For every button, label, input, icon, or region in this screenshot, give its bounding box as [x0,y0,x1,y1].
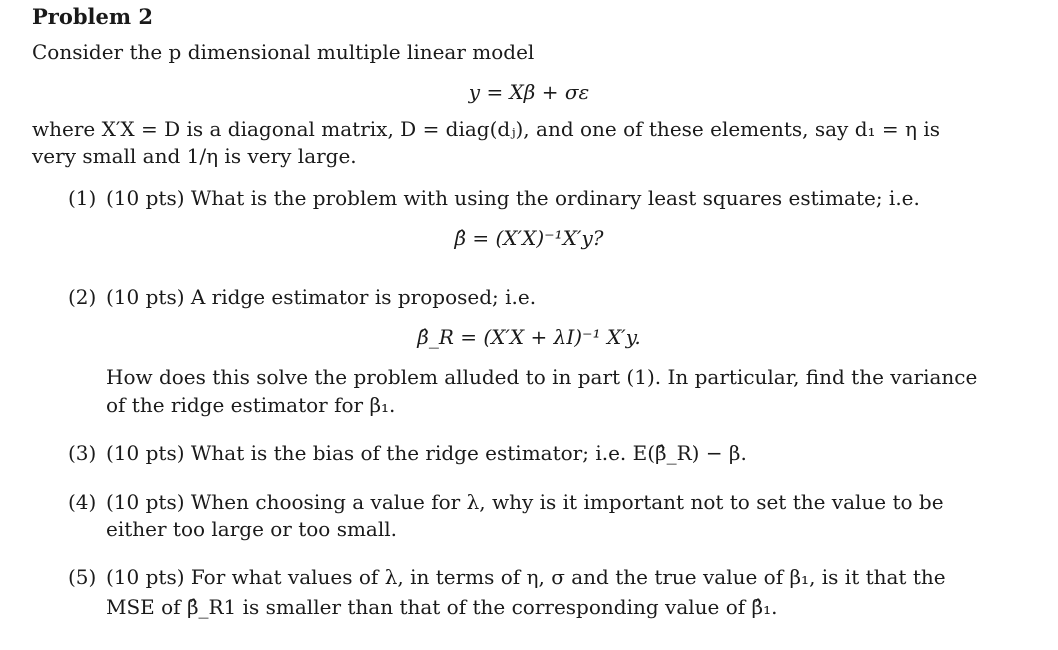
part-2-continuation-1: How does this solve the problem alluded to in part (1). In particular, find the variance [106,365,978,389]
intro-line-3: very small and 1/η is very large. [32,144,357,168]
part-5-continuation: MSE of β̂_R1 is smaller than that of the corresponding value of β̂₁. [106,595,778,619]
part-2-number: (2) [68,285,97,309]
problem-title: Problem 2 [32,4,154,29]
part-4-text: (10 pts) When choosing a value for λ, why is it important not to set the value to be [106,490,944,514]
model-equation: y = Xβ + σε [468,80,590,104]
part-5-text: (10 pts) For what values of λ, in terms of η, σ and the true value of β₁, is it that the [106,565,946,589]
part-3-number: (3) [68,441,97,465]
part-4-number: (4) [68,490,97,514]
part-1-number: (1) [68,186,97,210]
intro-line-1: Consider the p dimensional multiple linear model [32,40,535,64]
intro-line-2: where X′X = D is a diagonal matrix, D = diag(dⱼ), and one of these elements, say d₁ = η is [32,117,941,141]
ridge-equation: β̂_R = (X′X + λI)⁻¹ X′y. [417,325,641,349]
part-1-text: (10 pts) What is the problem with using the ordinary least squares estimate; i.e. [106,186,920,210]
part-5-number: (5) [68,565,97,589]
part-3-text: (10 pts) What is the bias of the ridge estimator; i.e. E(β̂_R) − β. [106,441,747,465]
part-2-text: (10 pts) A ridge estimator is proposed; i.e. [106,285,537,309]
part-4-continuation: either too large or too small. [106,517,397,541]
ols-equation: β̂ = (X′X)⁻¹X′y? [454,226,604,250]
part-2-continuation-2: of the ridge estimator for β₁. [106,393,396,417]
